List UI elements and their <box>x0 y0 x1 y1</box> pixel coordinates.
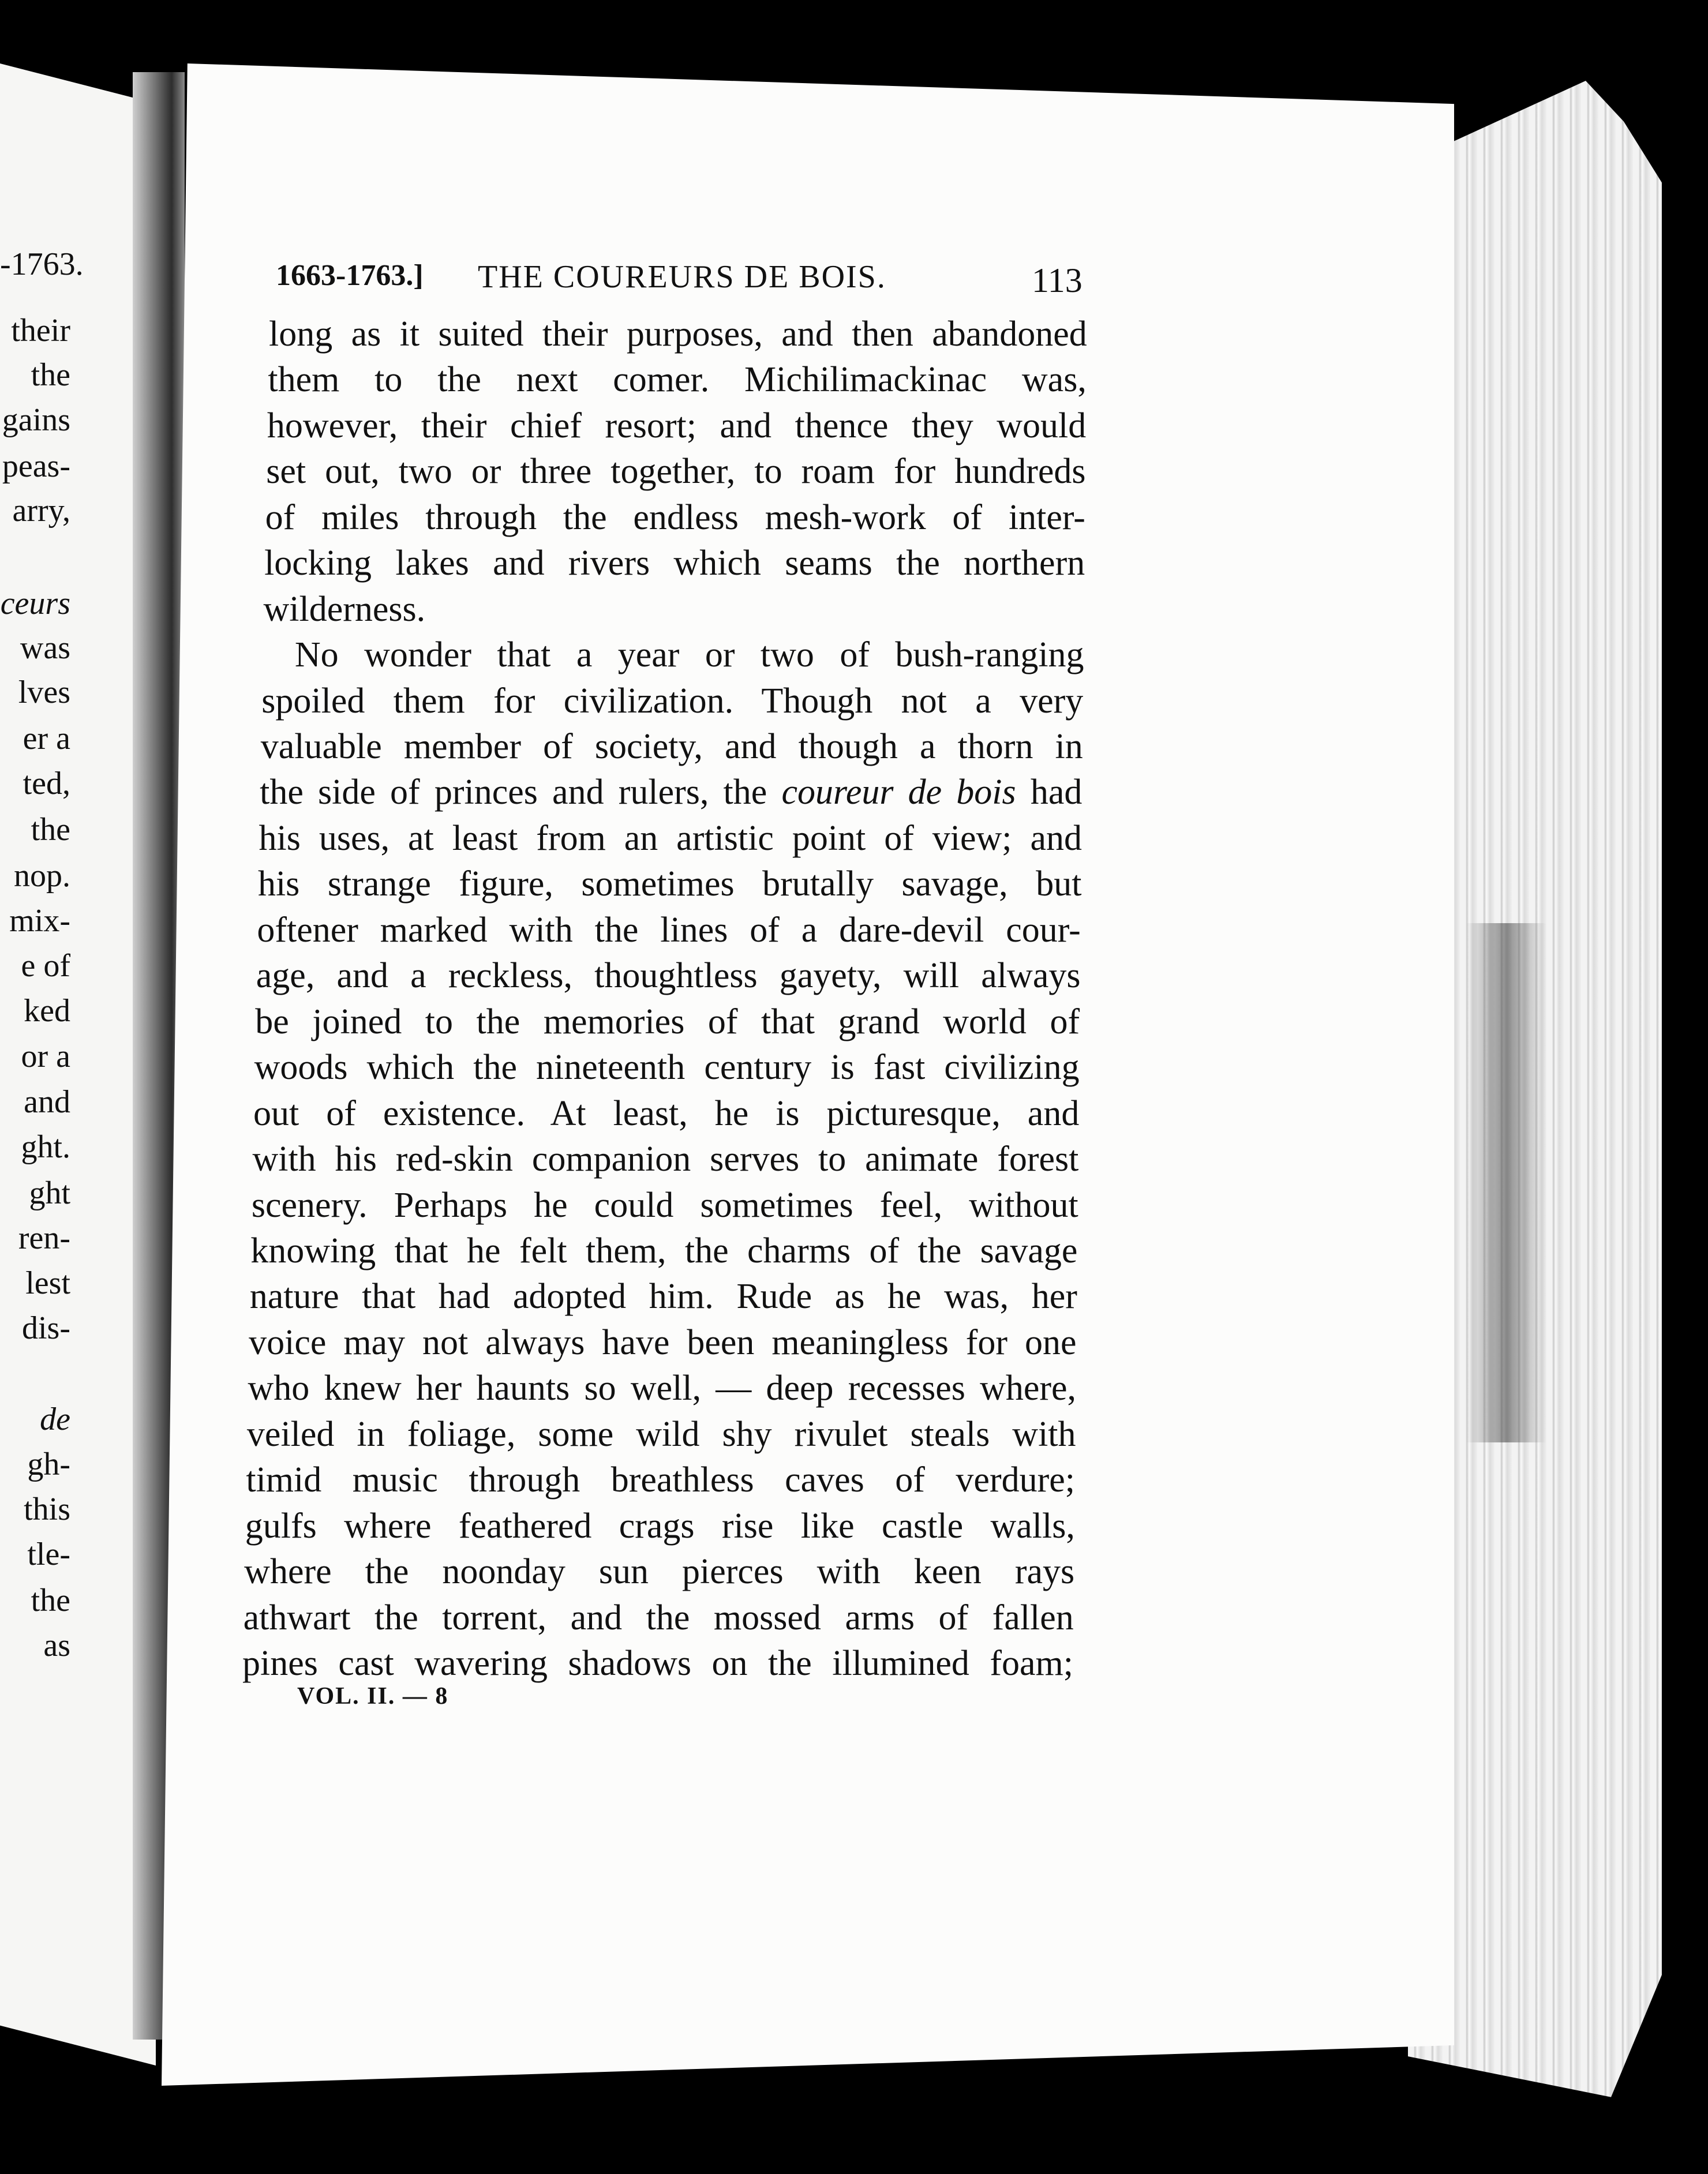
body-line-text: with his red-skin companion serves to animate forest <box>252 1140 1079 1179</box>
left-page-line: gains <box>2 402 70 438</box>
body-line <box>263 591 425 627</box>
left-page-line: lves <box>18 674 70 710</box>
body-line <box>267 408 1086 444</box>
body-line <box>269 316 1087 352</box>
body-line-text: set out, two or three together, to roam for hundreds <box>266 452 1086 492</box>
page-edge-shadow <box>1466 923 1546 1442</box>
body-line <box>247 1416 1076 1452</box>
left-page-line: was <box>20 630 70 666</box>
left-page-line: ked <box>24 993 70 1029</box>
body-line <box>254 1048 1080 1088</box>
body-line-text: however, their chief resort; and thence they would <box>267 406 1087 445</box>
body-line <box>250 1233 1077 1269</box>
left-page-line: dis- <box>22 1310 70 1346</box>
body-line-text: who knew her haunts so well, — deep recesses where, <box>248 1369 1077 1408</box>
left-page-line: the <box>31 357 70 393</box>
left-page-line: ceurs <box>0 586 70 621</box>
left-page-line: as <box>43 1628 70 1663</box>
left-page-line: ght. <box>21 1129 70 1165</box>
body-line <box>265 497 1085 537</box>
body-line <box>257 912 1080 948</box>
body-line <box>255 1004 1080 1040</box>
body-line-text: voice may not always have been meaningless for one <box>249 1322 1077 1362</box>
body-line-text: knowing that he felt them, the charms of the savage <box>250 1231 1078 1270</box>
body-line-text: spoiled them for civilization. Though not a very <box>261 681 1084 721</box>
body-line <box>259 820 1082 856</box>
body-line-text: nature that had adopted him. Rude as he was, her <box>249 1277 1077 1317</box>
left-page-line: mix- <box>9 903 70 939</box>
body-line-text: the side of princes and rulers, the <box>260 773 782 812</box>
body-line-text-tail: had <box>1016 773 1083 812</box>
left-page-line: -1763. <box>0 246 84 282</box>
italic-phrase: coureur de bois <box>781 773 1016 812</box>
body-line <box>266 452 1086 492</box>
body-line-text: scenery. Perhaps he could sometimes feel, without <box>251 1185 1078 1225</box>
running-head-title: THE COUREURS DE BOIS. <box>478 259 886 295</box>
body-line <box>268 362 1086 398</box>
body-line-text: his strange figure, sometimes brutally savage, but <box>257 864 1082 904</box>
body-line <box>264 545 1085 581</box>
body-line <box>260 727 1083 767</box>
left-page-line: arry, <box>12 493 70 528</box>
body-line-text: them to the next comer. Michilimackinac was, <box>268 360 1087 400</box>
left-page-line: ted, <box>23 766 70 801</box>
body-line-text: No wonder that a year or two of bush-ranging <box>294 635 1084 675</box>
body-line <box>245 1508 1075 1544</box>
left-page-line: lest <box>25 1265 70 1301</box>
body-line-text: oftener marked with the lines of a dare-devil cour- <box>257 910 1081 950</box>
body-line <box>261 683 1083 719</box>
body-line-text: veiled in foliage, some wild shy rivulet steals with <box>246 1414 1076 1454</box>
left-page-line: the <box>31 1583 70 1618</box>
body-line-text: of miles through the endless mesh-work of inter- <box>265 497 1085 537</box>
body-line-text: his uses, at least from an artistic point of view; and <box>259 818 1082 858</box>
left-page-line: tle- <box>27 1536 70 1572</box>
body-line <box>258 866 1081 902</box>
left-page-line: ght <box>29 1175 70 1211</box>
left-page-line: de <box>40 1401 70 1437</box>
body-line-text: where the noonday sun pierces with keen rays <box>244 1552 1075 1592</box>
left-page-line: this <box>24 1491 70 1527</box>
body-line-text: long as it suited their purposes, and then abandoned <box>269 314 1087 354</box>
body-line-text: wilderness. <box>263 589 426 629</box>
body-line <box>244 1600 1074 1636</box>
left-page-line: the <box>31 812 70 848</box>
body-line <box>260 774 1082 810</box>
body-line <box>295 637 1084 673</box>
left-page-line: ren- <box>18 1220 70 1256</box>
body-line <box>256 958 1081 994</box>
body-line-text: gulfs where feathered crags rise like castle walls, <box>245 1506 1075 1546</box>
body-line-text: timid music through breathless caves of verdure; <box>246 1460 1075 1500</box>
running-head-date-range: 1663-1763.] <box>276 259 424 292</box>
left-page-line: e of <box>21 948 70 984</box>
body-line-text: age, and a reckless, thoughtless gayety, will always <box>256 956 1081 996</box>
body-line-text: valuable member of society, and though a thorn in <box>260 727 1083 767</box>
body-line <box>242 1646 1073 1681</box>
body-line <box>252 1187 1078 1223</box>
left-page-line: er a <box>23 721 70 756</box>
body-line <box>244 1554 1074 1590</box>
body-line-text: woods which the nineteenth century is fast civilizing <box>254 1048 1080 1088</box>
body-line-text: locking lakes and rivers which seams the northern <box>264 544 1085 583</box>
body-line-text: pines cast wavering shadows on the illumined foam; <box>242 1644 1074 1683</box>
signature-mark: VOL. II. — 8 <box>297 1683 449 1710</box>
body-line <box>249 1322 1077 1362</box>
left-page-line: or a <box>21 1039 70 1074</box>
body-line-text: out of existence. At least, he is picturesque, and <box>253 1093 1080 1133</box>
left-page-line: gh- <box>27 1446 70 1482</box>
left-page-line: their <box>11 313 70 348</box>
body-line <box>249 1277 1077 1317</box>
left-page-line: peas- <box>2 448 70 484</box>
body-line <box>246 1462 1075 1498</box>
page-number: 113 <box>1032 261 1083 299</box>
body-line <box>248 1370 1077 1406</box>
body-line-text: be joined to the memories of that grand world of <box>255 1002 1080 1041</box>
body-line-text: athwart the torrent, and the mossed arms of fallen <box>243 1598 1074 1637</box>
body-line <box>253 1093 1080 1133</box>
body-line <box>252 1141 1078 1177</box>
left-page-line: nop. <box>14 858 70 894</box>
left-page-line: and <box>24 1084 70 1120</box>
